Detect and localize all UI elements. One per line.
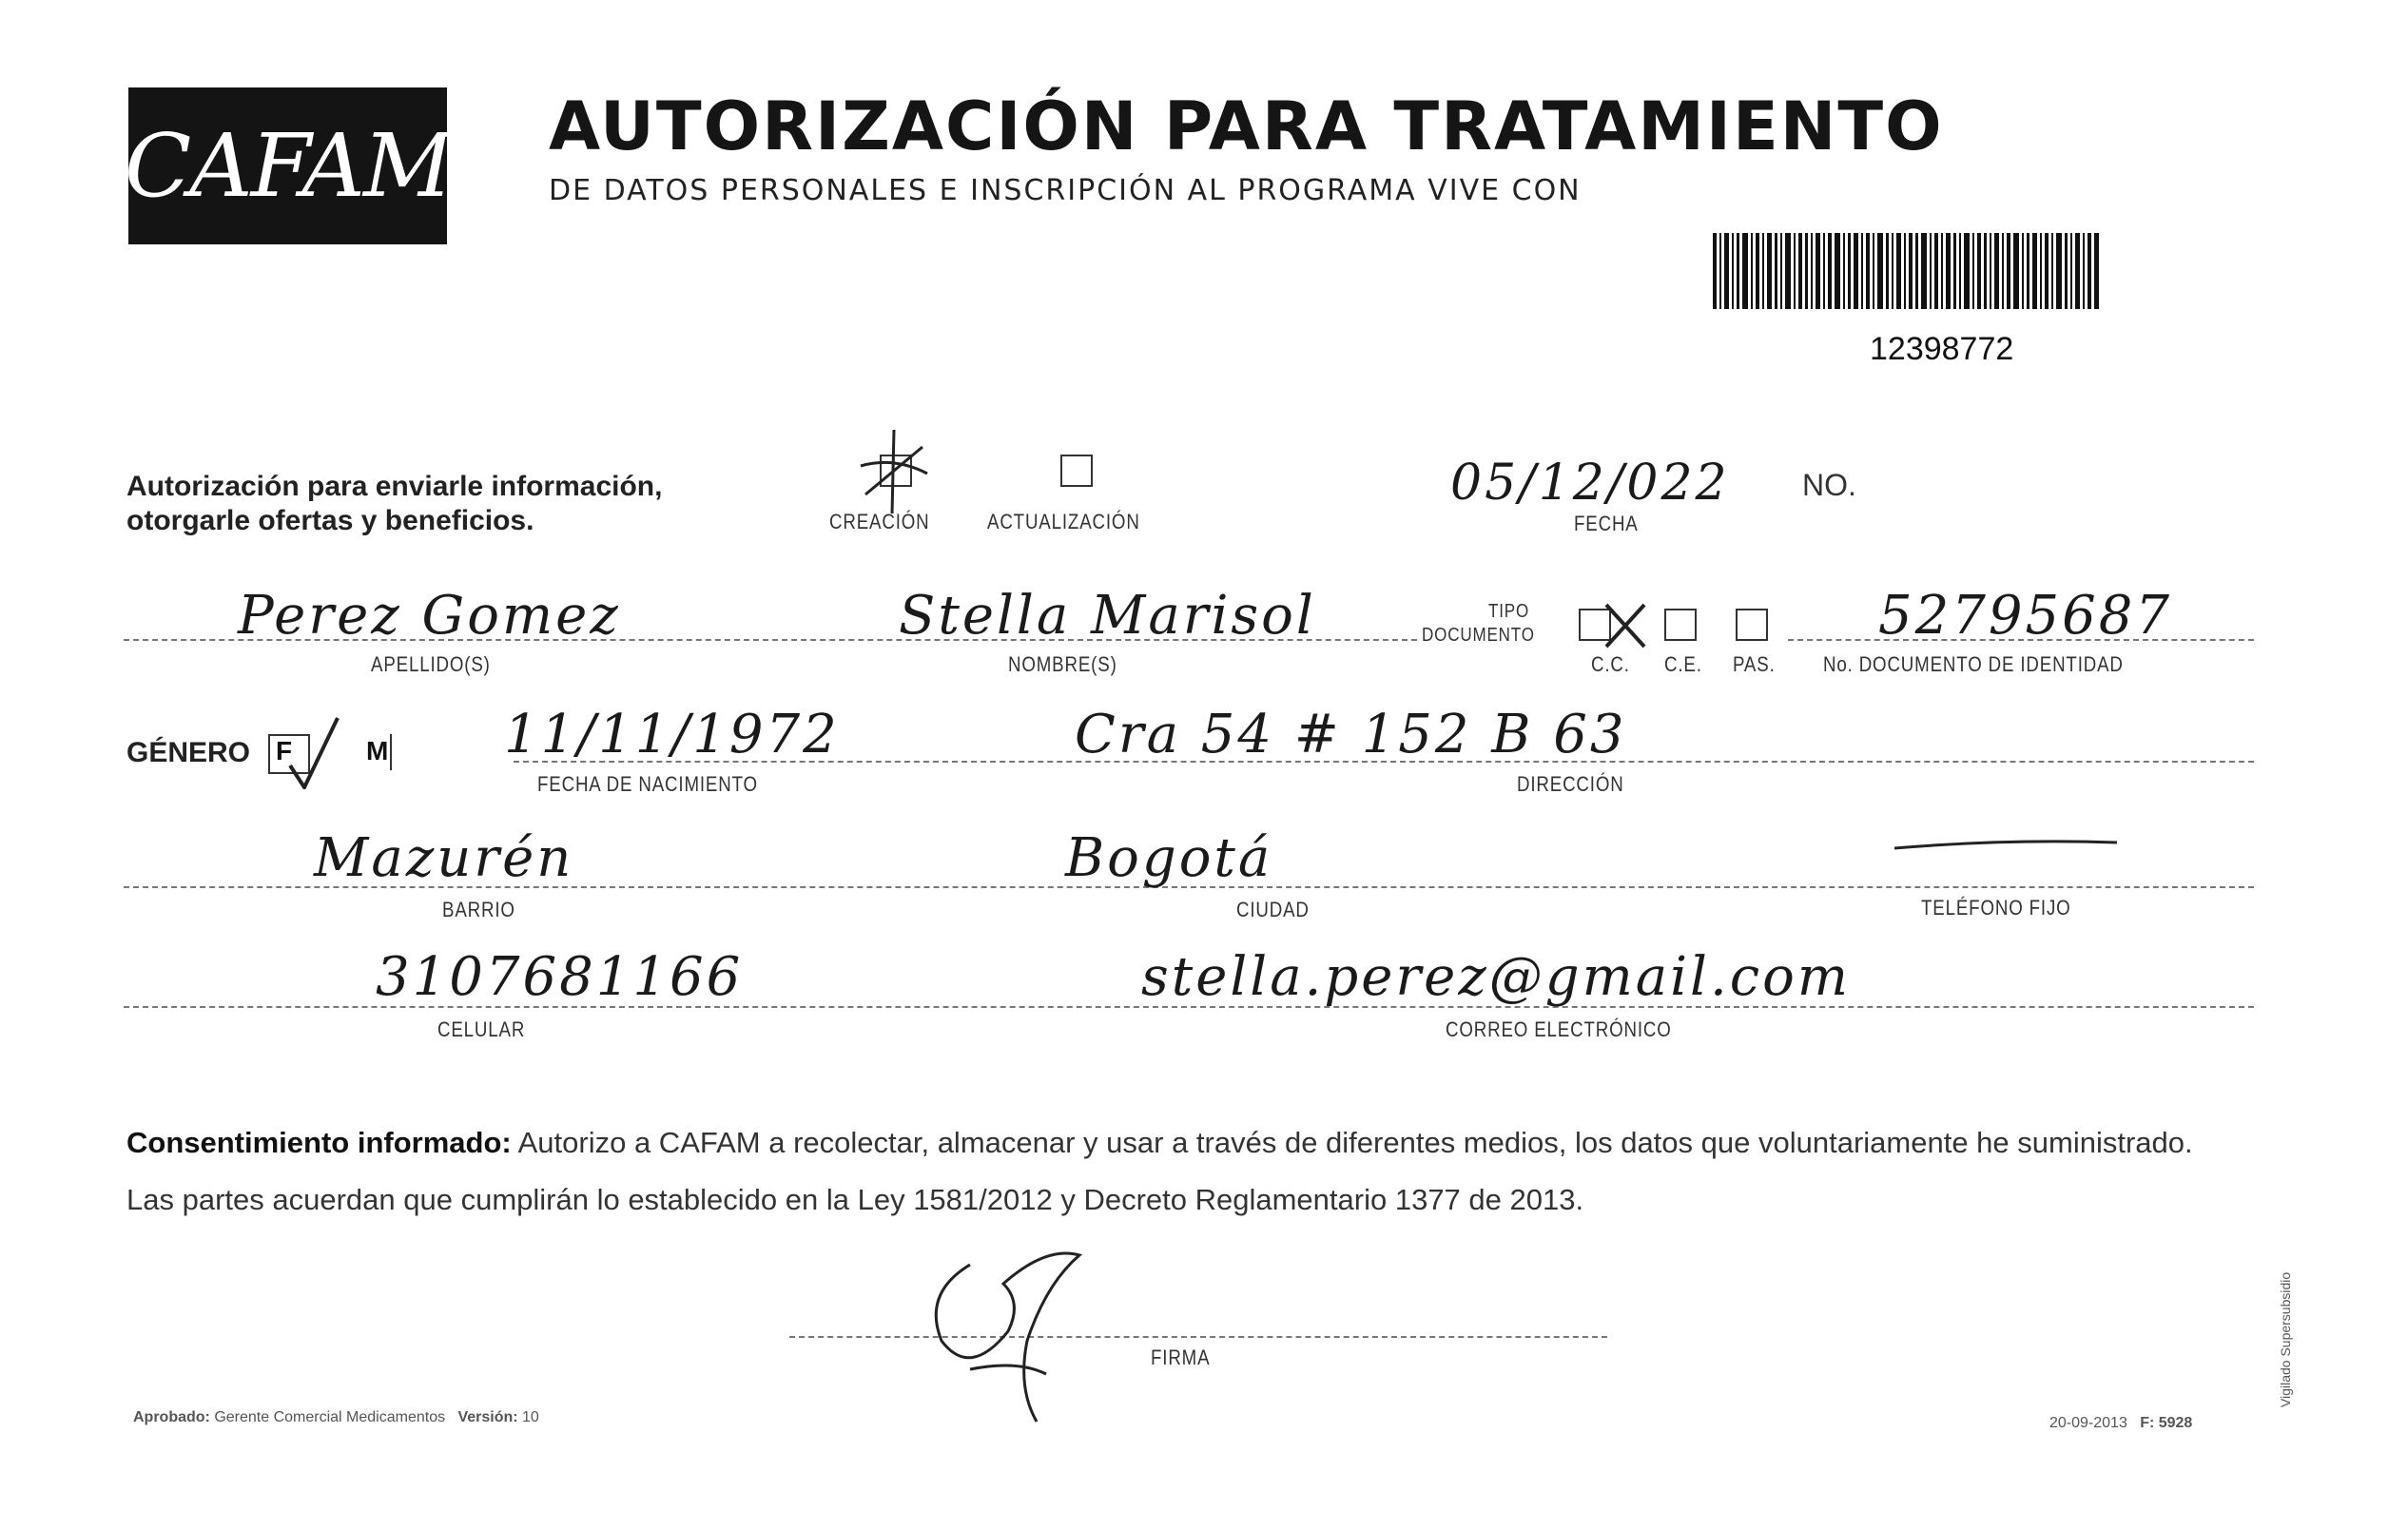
correo-value[interactable]: stella.perez@gmail.com — [1141, 946, 1851, 1008]
authorization-heading — [126, 470, 662, 538]
footer-aprobado — [133, 1409, 539, 1426]
aprobado-label: Aprobado: — [133, 1409, 210, 1425]
version-label: Versión: — [457, 1409, 518, 1425]
barcode-number: 12398772 — [1870, 331, 2014, 367]
ce-checkbox[interactable] — [1664, 609, 1697, 641]
celular-value[interactable]: 3107681166 — [376, 946, 744, 1008]
telefono-dash-stroke — [1893, 835, 2121, 854]
documento-value[interactable]: 52795687 — [1878, 585, 2173, 647]
signature-drawing — [913, 1227, 1132, 1426]
footer-code: F: 5928 — [2140, 1415, 2193, 1431]
creacion-label: CREACIÓN — [829, 510, 930, 533]
apellidos-value[interactable]: Perez Gomez — [238, 585, 621, 647]
no-label: NO. — [1802, 468, 1856, 502]
footer-date: 20-09-2013 — [2049, 1415, 2127, 1431]
fecha-label: FECHA — [1574, 512, 1639, 535]
consent-text-2: Las partes acuerdan que cumplirán lo establecido en la Ley 1581/2012 y Decreto Reglamentario 1377 de 2013. — [126, 1183, 1584, 1216]
fecha-value[interactable]: 05/12/022 — [1450, 455, 1730, 512]
ciudad-value[interactable]: Bogotá — [1065, 827, 1273, 889]
nombres-label: NOMBRE(S) — [1008, 652, 1117, 676]
actualizacion-label: ACTUALIZACIÓN — [987, 510, 1140, 533]
documento-label: No. DOCUMENTO DE IDENTIDAD — [1823, 652, 2124, 676]
correo-label: CORREO ELECTRÓNICO — [1446, 1017, 1672, 1041]
celular-label: CELULAR — [437, 1017, 526, 1041]
pas-checkbox[interactable] — [1736, 609, 1768, 641]
nombres-value[interactable]: Stella Marisol — [899, 585, 1316, 647]
barrio-label: BARRIO — [442, 898, 515, 921]
version-value: 10 — [522, 1409, 539, 1425]
cc-check-mark — [1602, 601, 1648, 650]
consent-paragraph — [126, 1114, 2247, 1229]
consent-text-1: Autorizo a CAFAM a recolectar, almacenar y usar a través de diferentes medios, los datos que voluntariamente he suministrado. — [511, 1126, 2193, 1159]
logo-text: CAFAM — [124, 115, 452, 217]
form-title: AUTORIZACIÓN PARA TRATAMIENTO — [549, 87, 1944, 165]
direccion-value[interactable]: Cra 54 # 152 B 63 — [1075, 704, 1627, 765]
cafam-logo — [124, 87, 452, 244]
ciudad-label: CIUDAD — [1236, 898, 1310, 921]
telefono-label: TELÉFONO FIJO — [1921, 896, 2071, 920]
consent-title: Consentimiento informado: — [126, 1126, 512, 1159]
firma-label: FIRMA — [1151, 1346, 1211, 1369]
authorization-line-2: otorgarle ofertas y beneficios. — [126, 505, 534, 536]
actualizacion-checkbox[interactable] — [1060, 455, 1093, 487]
creacion-check-mark — [856, 428, 932, 518]
tipo-label-2: DOCUMENTO — [1422, 625, 1535, 646]
footer-date-code — [2049, 1415, 2192, 1432]
ce-label: C.E. — [1664, 652, 1702, 676]
aprobado-value: Gerente Comercial Medicamentos — [214, 1409, 446, 1425]
barcode — [1713, 233, 2099, 309]
genero-m-label: M — [366, 736, 389, 765]
tipo-label-1: TIPO — [1488, 601, 1530, 622]
supersubsidio-side-text: Vigilado Supersubsidio — [2278, 1271, 2293, 1407]
authorization-line-1: Autorización para enviarle información, — [126, 471, 663, 502]
barrio-value[interactable]: Mazurén — [314, 827, 574, 889]
genero-f-check-mark — [285, 713, 342, 789]
pas-label: PAS. — [1733, 652, 1776, 676]
direccion-label: DIRECCIÓN — [1517, 772, 1624, 796]
cc-label: C.C. — [1591, 652, 1630, 676]
firma-underline — [789, 1336, 1607, 1338]
fecha-nacimiento-label: FECHA DE NACIMIENTO — [537, 772, 758, 796]
genero-f-label: F — [276, 736, 293, 765]
genero-label: GÉNERO — [126, 737, 251, 768]
form-subtitle: DE DATOS PERSONALES E INSCRIPCIÓN AL PROGRAMA VIVE CON — [549, 174, 1582, 207]
fecha-nacimiento-value[interactable]: 11/11/1972 — [504, 704, 840, 765]
apellidos-label: APELLIDO(S) — [371, 652, 491, 676]
